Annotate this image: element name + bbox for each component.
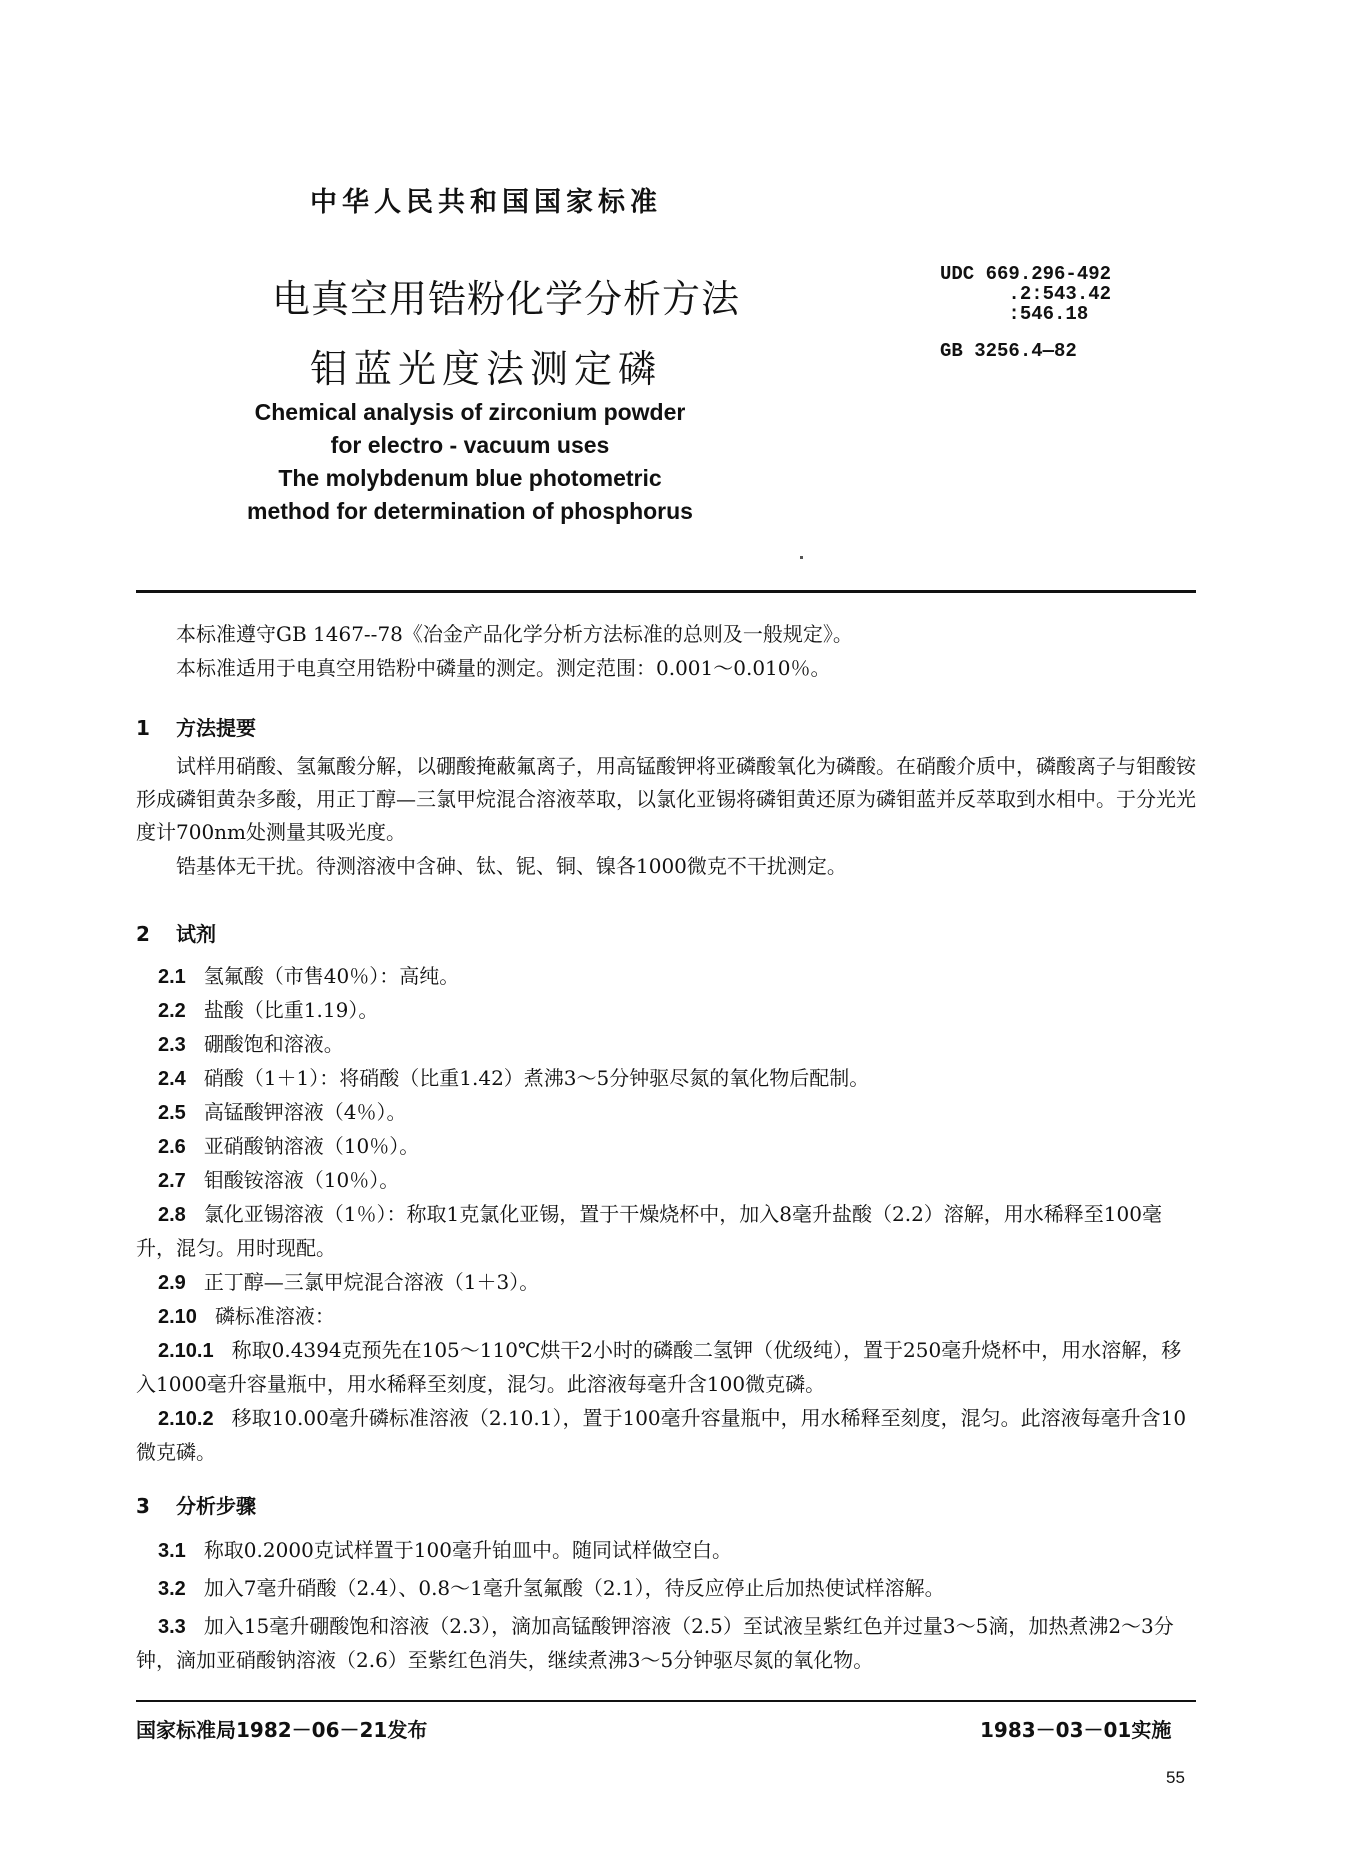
- title-en-line: for electro - vacuum uses: [330, 432, 610, 458]
- section-title: 分析步骤: [176, 1494, 256, 1518]
- reagent-item: 2.9 正丁醇—三氯甲烷混合溶液（1＋3）。: [158, 1270, 540, 1294]
- reagent-item: 2.10.2 移取10.00毫升磷标准溶液（2.10.1），置于100毫升容量瓶中，用水稀释至刻度，混匀。此溶液每毫升含10微克磷。: [136, 1406, 1187, 1464]
- reagent-item: 2.10 磷标准溶液：: [158, 1304, 335, 1328]
- reagent-item: 2.2 盐酸（比重1.19）。: [158, 998, 379, 1022]
- reagent-item: 2.5 高锰酸钾溶液（4％）。: [158, 1100, 407, 1124]
- intro-line-2: 本标准适用于电真空用锆粉中磷量的测定。测定范围：0.001～0.010％。: [176, 656, 831, 680]
- section-heading-1: [136, 712, 256, 741]
- udc-line: .2:543.42: [940, 283, 1112, 305]
- title-cn-line1: 电真空用锆粉化学分析方法: [272, 277, 741, 321]
- section-title: 试剂: [176, 922, 216, 946]
- section-number: 2: [136, 922, 150, 946]
- speck: [800, 556, 803, 559]
- intro-line-1: 本标准遵守GB 1467--78《冶金产品化学分析方法标准的总则及一般规定》。: [176, 622, 853, 646]
- section-title: 方法提要: [176, 716, 256, 740]
- header-divider: [136, 590, 1196, 593]
- section-number: 3: [136, 1494, 150, 1518]
- udc-code: [940, 264, 1111, 324]
- footer-divider: [136, 1700, 1196, 1702]
- title-en-line: The molybdenum blue photometric: [278, 465, 662, 491]
- effective-date: 1983－03－01实施: [980, 1718, 1172, 1742]
- reagent-item: 2.8 氯化亚锡溶液（1％）：称取1克氯化亚锡，置于干燥烧杯中，加入8毫升盐酸（2.2）溶解，用水稀释至100毫升，混匀。用时现配。: [136, 1202, 1162, 1260]
- procedure-step: 3.1 称取0.2000克试样置于100毫升铂皿中。随同试样做空白。: [158, 1538, 732, 1562]
- section-heading-3: [136, 1490, 256, 1519]
- udc-line: UDC 669.296-492: [940, 263, 1112, 285]
- issuing-body-header: 中华人民共和国国家标准: [310, 187, 662, 218]
- section1-para-1: 试样用硝酸、氢氟酸分解，以硼酸掩蔽氟离子，用高锰酸钾将亚磷酸氧化为磷酸。在硝酸介质中，磷酸离子与钼酸铵形成磷钼黄杂多酸，用正丁醇—三氯甲烷混合溶液萃取，以氯化亚锡将磷钼黄还原为磷钼蓝并反萃取到水相中。于分光光度计700nm处测量其吸光度。: [136, 754, 1196, 844]
- reagent-item: 2.3 硼酸饱和溶液。: [158, 1032, 344, 1056]
- issue-date: 国家标准局1982－06－21发布: [136, 1718, 428, 1742]
- reagent-item: 2.7 钼酸铵溶液（10％）。: [158, 1168, 400, 1192]
- procedure-step: 3.2 加入7毫升硝酸（2.4）、0.8～1毫升氢氟酸（2.1），待反应停止后加热使试样溶解。: [158, 1576, 945, 1600]
- section1-para-2: 锆基体无干扰。待测溶液中含砷、钛、铌、铜、镍各1000微克不干扰测定。: [176, 854, 847, 878]
- procedure-step: 3.3 加入15毫升硼酸饱和溶液（2.3），滴加高锰酸钾溶液（2.5）至试液呈紫红色并过量3～5滴，加热煮沸2～3分钟，滴加亚硝酸钠溶液（2.6）至紫红色消失，继续煮沸3～5分钟驱尽氮的氧化物。: [136, 1614, 1174, 1672]
- section-number: 1: [136, 716, 150, 740]
- gb-number: GB 3256.4—82: [940, 340, 1077, 362]
- title-cn-line2: 钼蓝光度法测定磷: [310, 347, 663, 391]
- udc-line: :546.18: [940, 303, 1089, 325]
- title-en: [210, 396, 730, 528]
- title-en-line: Chemical analysis of zirconium powder: [254, 399, 686, 425]
- title-en-line: method for determination of phosphorus: [247, 498, 693, 524]
- reagent-item: 2.6 亚硝酸钠溶液（10％）。: [158, 1134, 420, 1158]
- section-heading-2: [136, 918, 216, 947]
- page-number: 55: [1166, 1768, 1185, 1787]
- reagent-item: 2.4 硝酸（1＋1）：将硝酸（比重1.42）煮沸3～5分钟驱尽氮的氧化物后配制。: [158, 1066, 870, 1090]
- reagent-item: 2.1 氢氟酸（市售40％）：高纯。: [158, 964, 460, 988]
- reagent-item: 2.10.1 称取0.4394克预先在105～110℃烘干2小时的磷酸二氢钾（优级纯），置于250毫升烧杯中，用水溶解，移入1000毫升容量瓶中，用水稀释至刻度，混匀。此溶液每毫升含100微克磷。: [136, 1338, 1182, 1396]
